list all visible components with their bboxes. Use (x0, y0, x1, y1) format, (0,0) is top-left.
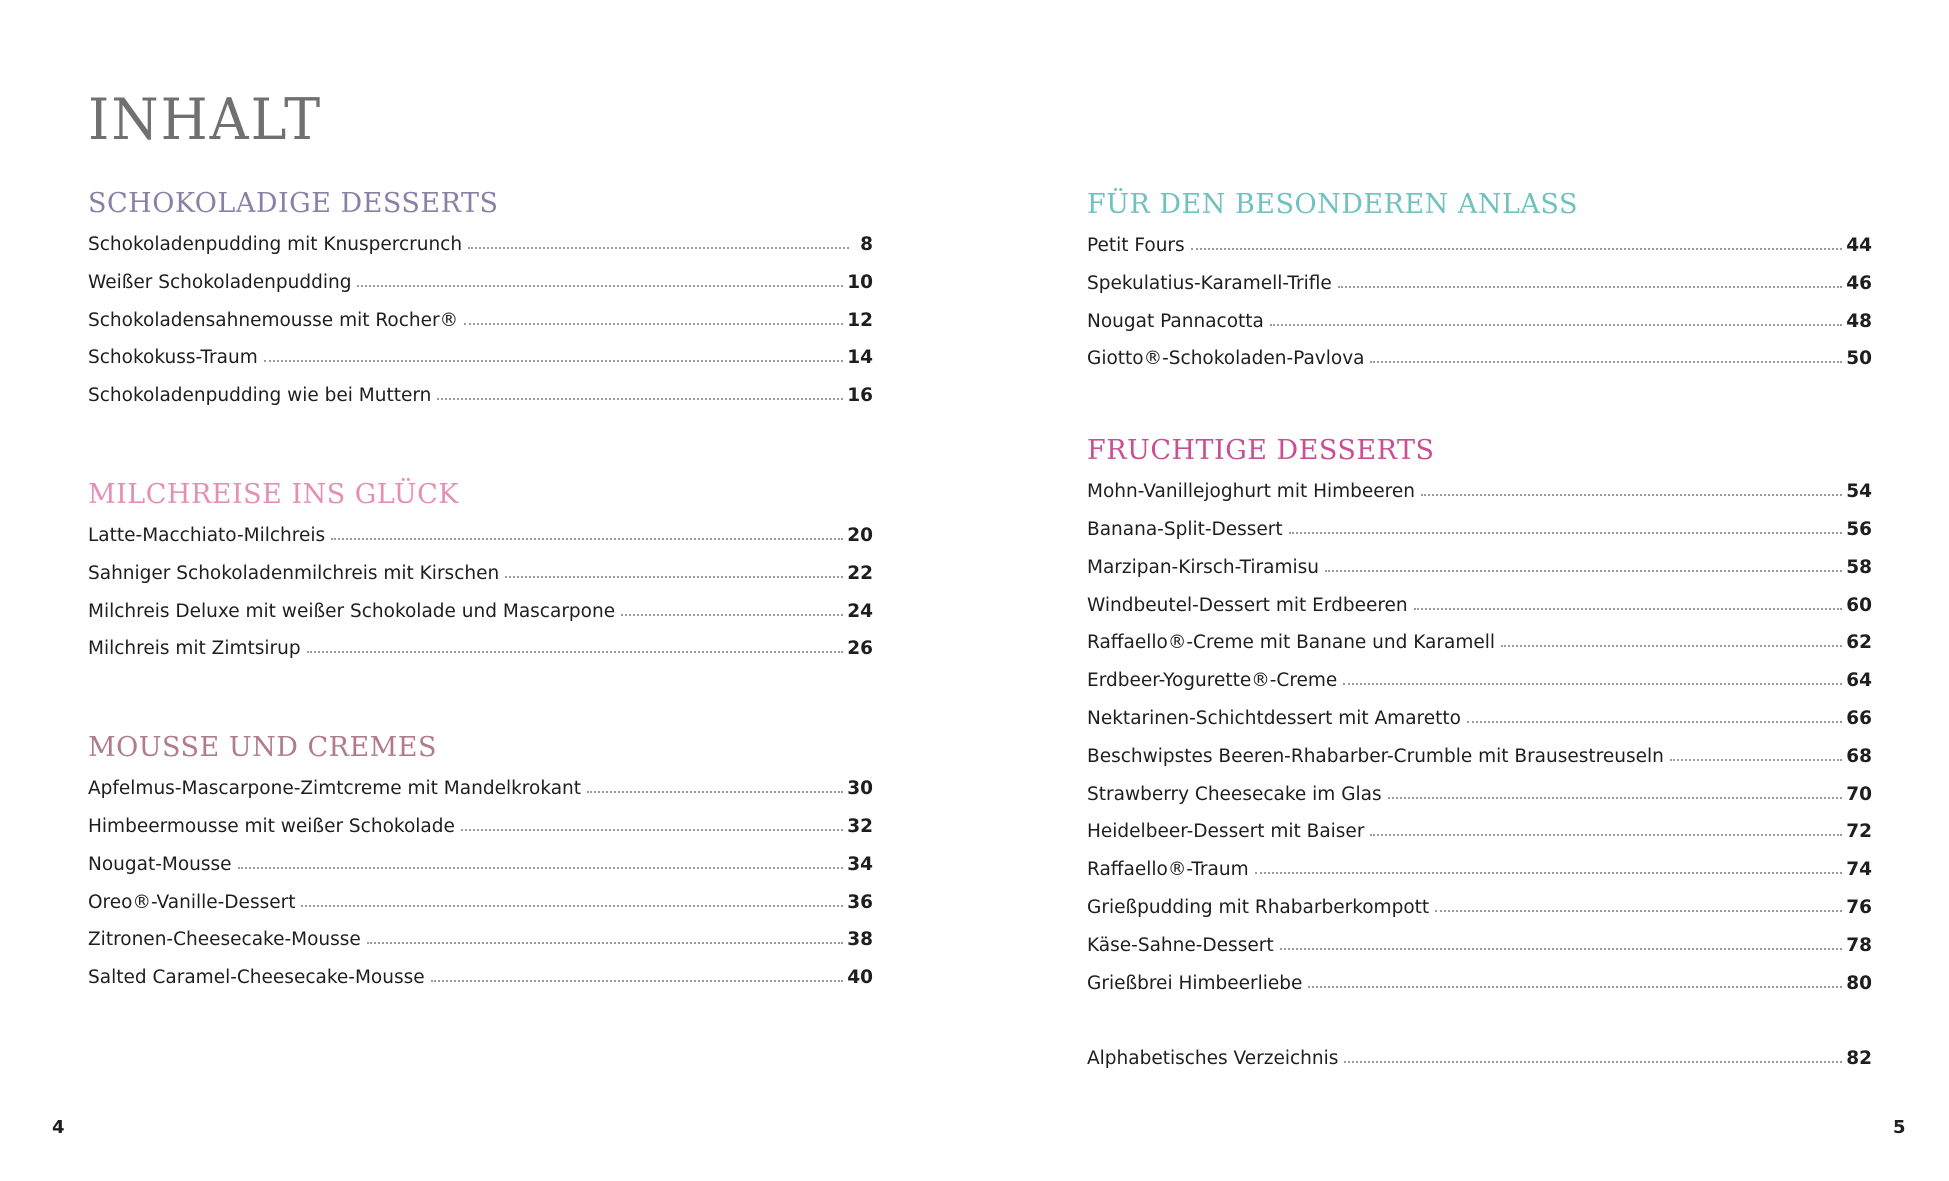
dot-leader (431, 980, 844, 982)
toc-entry[interactable] (88, 310, 873, 348)
entry-page-number: 36 (847, 891, 873, 913)
toc-entry[interactable] (1087, 935, 1872, 973)
entry-title: Petit Fours (1087, 235, 1185, 256)
entry-page-number: 64 (1846, 670, 1872, 692)
entry-page-number: 78 (1846, 934, 1872, 956)
entry-title: Giotto®-Schokoladen-Pavlova (1087, 348, 1365, 370)
entry-title: Nougat Pannacotta (1087, 310, 1264, 332)
toc-entry[interactable] (1087, 557, 1872, 595)
section-title: MILCHREISE INS GLÜCK (88, 478, 459, 510)
entry-page-number: 12 (847, 309, 873, 331)
entry-title: Latte-Macchiato-Milchreis (88, 524, 326, 546)
section-title: SCHOKOLADIGE DESSERTS (88, 188, 499, 219)
entry-page-number: 40 (847, 967, 873, 989)
toc-entry[interactable] (88, 854, 873, 892)
entry-page-number: 74 (1846, 859, 1872, 881)
entry-title: Milchreis Deluxe mit weißer Schokolade und Mascarpone (88, 600, 616, 622)
dot-leader (357, 285, 843, 287)
dot-leader (1308, 986, 1842, 988)
entry-page-number: 22 (847, 562, 873, 584)
dot-leader (464, 323, 843, 325)
toc-entry[interactable] (1087, 481, 1872, 519)
dot-leader (1421, 494, 1842, 496)
toc-entry[interactable] (1087, 897, 1872, 935)
dot-leader (264, 360, 844, 362)
dot-leader (1388, 797, 1843, 799)
entry-title: Raffaello®-Creme mit Banane und Karamell (1087, 632, 1496, 654)
toc-entry[interactable] (88, 385, 873, 423)
entry-page-number: 66 (1846, 707, 1872, 729)
entry-title: Marzipan-Kirsch-Tiramisu (1087, 556, 1319, 578)
entry-title: Heidelbeer-Dessert mit Baiser (1087, 821, 1365, 843)
entry-page-number: 62 (1846, 632, 1872, 654)
entry-page-number: 44 (1846, 235, 1872, 256)
entry-title: Erdbeer-Yogurette®-Creme (1087, 670, 1338, 692)
toc-entry[interactable] (88, 347, 873, 385)
entry-title: Apfelmus-Mascarpone-Zimtcreme mit Mandelkrokant (88, 778, 582, 800)
entry-page-number: 26 (847, 638, 873, 660)
entry-title: Alphabetisches Verzeichnis (1087, 1048, 1339, 1070)
dot-leader (1370, 361, 1842, 363)
page-number-right: 5 (1893, 1117, 1906, 1138)
toc-entry[interactable] (1087, 235, 1872, 273)
entry-title: Raffaello®-Traum (1087, 859, 1249, 881)
toc-column-left (88, 188, 873, 1005)
dot-leader (505, 576, 843, 578)
toc-entry[interactable] (1087, 973, 1872, 1011)
entry-title: Oreo®-Vanille-Dessert (88, 891, 296, 913)
toc-entry[interactable] (88, 967, 873, 1005)
entry-page-number: 20 (847, 524, 873, 546)
dot-leader (461, 829, 843, 831)
entry-title: Nektarinen-Schichtdessert mit Amaretto (1087, 707, 1461, 729)
entry-page-number: 10 (847, 271, 873, 293)
dot-leader (331, 538, 843, 540)
entry-page-number: 48 (1846, 310, 1872, 332)
entry-page-number: 14 (847, 347, 873, 369)
section-title: FÜR DEN BESONDEREN ANLASS (1087, 189, 1578, 220)
section-milchreise-ins-glueck (88, 479, 873, 676)
entry-page-number: 16 (847, 385, 873, 407)
entry-page-number: 24 (847, 600, 873, 622)
entry-page-number: 70 (1846, 783, 1872, 805)
entry-page-number: 56 (1846, 518, 1872, 540)
entry-page-number: 38 (847, 929, 873, 951)
section-fuer-den-besonderen-anlass (1087, 189, 1872, 386)
section-title: FRUCHTIGE DESSERTS (1087, 435, 1435, 467)
entry-title: Windbeutel-Dessert mit Erdbeeren (1087, 594, 1408, 616)
entry-title: Schokoladenpudding wie bei Muttern (88, 385, 432, 407)
toc-entry-index[interactable] (1087, 1048, 1872, 1086)
toc-entry[interactable] (1087, 348, 1872, 386)
entry-title: Sahniger Schokoladenmilchreis mit Kirschen (88, 562, 500, 584)
dot-leader (1670, 759, 1842, 761)
entry-title: Weißer Schokoladenpudding (88, 271, 352, 293)
toc-entry[interactable] (1087, 311, 1872, 349)
dot-leader (1344, 1061, 1842, 1063)
dot-leader (1270, 324, 1842, 326)
toc-entry[interactable] (88, 601, 873, 639)
toc-entry[interactable] (1087, 784, 1872, 822)
dot-leader (1255, 872, 1843, 874)
dot-leader (1338, 286, 1842, 288)
entry-list (88, 778, 873, 1005)
dot-leader (1501, 645, 1842, 647)
page-title: INHALT (88, 86, 323, 153)
dot-leader (367, 942, 843, 944)
entry-list (1087, 235, 1872, 386)
entry-title: Strawberry Cheesecake im Glas (1087, 783, 1382, 805)
entry-page-number: 82 (1846, 1048, 1872, 1070)
dot-leader (1370, 834, 1842, 836)
entry-page-number: 54 (1846, 481, 1872, 503)
entry-title: Spekulatius-Karamell-Trifle (1087, 272, 1332, 294)
dot-leader (1435, 910, 1842, 912)
entry-page-number: 30 (847, 778, 873, 800)
entry-title: Salted Caramel-Cheesecake-Mousse (88, 967, 425, 989)
entry-title: Milchreis mit Zimtsirup (88, 638, 301, 660)
section-title: MOUSSE UND CREMES (88, 732, 438, 764)
section-mousse-und-cremes (88, 732, 873, 1005)
toc-entry[interactable] (1087, 519, 1872, 557)
entry-title: Schokoladensahnemousse mit Rocher® (88, 309, 459, 331)
toc-entry[interactable] (1087, 632, 1872, 670)
toc-entry[interactable] (88, 563, 873, 601)
dot-leader (468, 247, 849, 249)
toc-entry[interactable] (1087, 708, 1872, 746)
entry-page-number: 46 (1846, 272, 1872, 294)
toc-column-right (1087, 189, 1872, 1086)
toc-entry[interactable] (1087, 595, 1872, 633)
entry-page-number: 60 (1846, 594, 1872, 616)
entry-title: Beschwipstes Beeren-Rhabarber-Crumble mit Brausestreuseln (1087, 745, 1664, 767)
index-entry-list (1087, 1048, 1872, 1086)
entry-title: Käse-Sahne-Dessert (1087, 934, 1274, 956)
toc-entry[interactable] (1087, 746, 1872, 784)
entry-title: Schokokuss-Traum (88, 347, 258, 369)
entry-page-number: 58 (1846, 556, 1872, 578)
toc-entry[interactable] (1087, 273, 1872, 311)
entry-page-number: 80 (1846, 972, 1872, 994)
dot-leader (1343, 683, 1842, 685)
entry-title: Banana-Split-Dessert (1087, 518, 1283, 540)
page-number-left: 4 (52, 1117, 65, 1138)
dot-leader (307, 651, 844, 653)
dot-leader (1191, 248, 1843, 250)
dot-leader (1325, 570, 1842, 572)
entry-page-number: 68 (1846, 745, 1872, 767)
entry-title: Grießbrei Himbeerliebe (1087, 972, 1303, 994)
entry-title: Nougat-Mousse (88, 853, 232, 875)
entry-title: Mohn-Vanillejoghurt mit Himbeeren (1087, 481, 1415, 503)
entry-page-number: 76 (1846, 896, 1872, 918)
toc-entry[interactable] (88, 778, 873, 816)
toc-entry[interactable] (88, 234, 873, 272)
toc-entry[interactable] (88, 272, 873, 310)
toc-entry[interactable] (88, 638, 873, 676)
entry-title: Zitronen-Cheesecake-Mousse (88, 929, 361, 951)
dot-leader (1467, 721, 1842, 723)
entry-title: Himbeermousse mit weißer Schokolade (88, 815, 455, 837)
toc-entry[interactable] (88, 525, 873, 563)
dot-leader (621, 614, 843, 616)
toc-entry[interactable] (88, 929, 873, 967)
dot-leader (1289, 532, 1843, 534)
entry-list (1087, 481, 1872, 1010)
dot-leader (437, 398, 843, 400)
toc-entry[interactable] (1087, 859, 1872, 897)
section-fruchtige-desserts (1087, 435, 1872, 1010)
dot-leader (238, 867, 844, 869)
entry-page-number: 32 (847, 815, 873, 837)
entry-title: Grießpudding mit Rhabarberkompott (1087, 896, 1430, 918)
entry-list (88, 525, 873, 676)
entry-page-number: 34 (847, 853, 873, 875)
entry-title: Schokoladenpudding mit Knuspercrunch (88, 234, 463, 255)
entry-list (88, 234, 873, 423)
entry-page-number: 8 (860, 234, 873, 255)
toc-entry[interactable] (88, 892, 873, 930)
toc-entry[interactable] (88, 816, 873, 854)
toc-entry[interactable] (1087, 670, 1872, 708)
entry-page-number: 50 (1846, 348, 1872, 370)
dot-leader (587, 791, 843, 793)
section-schokoladige-desserts (88, 188, 873, 423)
toc-entry[interactable] (1087, 821, 1872, 859)
dot-leader (1280, 948, 1843, 950)
dot-leader (301, 905, 843, 907)
entry-page-number: 72 (1846, 821, 1872, 843)
dot-leader (1414, 608, 1843, 610)
